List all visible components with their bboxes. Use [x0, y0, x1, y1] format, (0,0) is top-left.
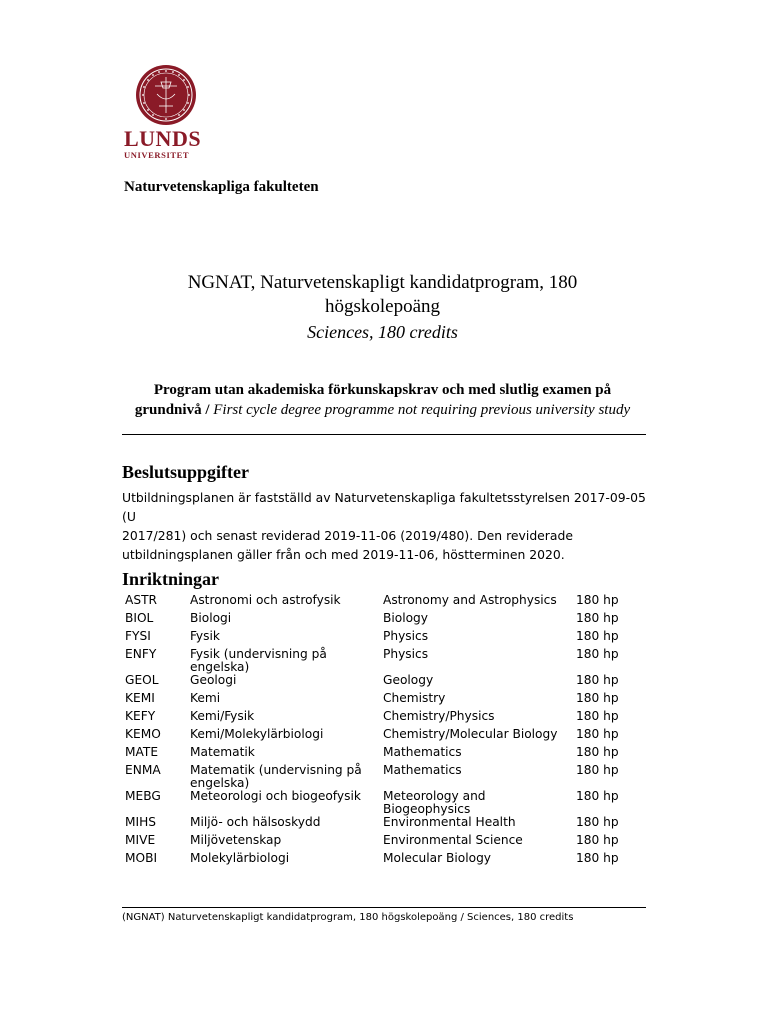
university-seal-icon: [135, 64, 197, 126]
track-name-en: Physics: [383, 647, 429, 661]
track-name-en: Meteorology and Biogeophysics: [383, 789, 486, 816]
program-subtitle: Sciences, 180 credits: [307, 322, 458, 342]
track-name-en: Chemistry/Molecular Biology: [383, 727, 558, 741]
track-code: KEMO: [125, 727, 161, 741]
program-type-sv-line2: grundnivå: [134, 402, 202, 418]
track-name-sv: Fysik: [190, 629, 220, 643]
decision-line2: 2017/281) och senast reviderad 2019-11-06 (2019/480). Den reviderade: [122, 528, 573, 543]
track-code: MIVE: [125, 833, 156, 847]
tracks-table: [122, 594, 636, 870]
decision-line3: utbildningsplanen gäller från och med 2019-11-06, höstterminen 2020.: [122, 547, 565, 562]
table-row: [122, 790, 636, 816]
track-name-en: Geology: [383, 673, 434, 687]
table-row: [122, 674, 636, 692]
track-credits: 180 hp: [576, 763, 619, 777]
track-credits: 180 hp: [576, 593, 619, 607]
program-title-line2: högskolepoäng: [324, 296, 441, 317]
track-name-en: Environmental Science: [383, 833, 523, 847]
table-row: [122, 648, 636, 674]
table-row: [122, 746, 636, 764]
table-row: [122, 710, 636, 728]
table-row: [122, 594, 636, 612]
track-name-en: Environmental Health: [383, 815, 516, 829]
track-name-en: Astronomy and Astrophysics: [383, 593, 557, 607]
track-code: ENMA: [125, 763, 161, 777]
divider-bottom: [122, 907, 646, 908]
table-row: [122, 630, 636, 648]
track-credits: 180 hp: [576, 833, 619, 847]
track-name-sv: Geologi: [190, 673, 237, 687]
faculty-name: Naturvetenskapliga fakulteten: [124, 179, 319, 195]
track-name-en: Chemistry: [383, 691, 446, 705]
track-code: ASTR: [125, 593, 157, 607]
divider-top: [122, 434, 646, 435]
track-credits: 180 hp: [576, 709, 619, 723]
track-name-en: Molecular Biology: [383, 851, 492, 865]
track-code: KEFY: [125, 709, 156, 723]
track-name-sv: Kemi: [190, 691, 221, 705]
track-credits: 180 hp: [576, 647, 619, 661]
table-row: [122, 692, 636, 710]
track-code: GEOL: [125, 673, 159, 687]
decision-heading: Beslutsuppgifter: [122, 462, 250, 482]
track-credits: 180 hp: [576, 789, 619, 803]
track-name-sv: Biologi: [190, 611, 232, 625]
track-credits: 180 hp: [576, 691, 619, 705]
program-title: [120, 271, 645, 319]
track-name-sv: Miljövetenskap: [190, 833, 282, 847]
track-name-sv: Matematik (undervisning på engelska): [190, 763, 362, 790]
table-row: [122, 728, 636, 746]
track-code: FYSI: [125, 629, 151, 643]
track-name-sv: Fysik (undervisning på engelska): [190, 647, 327, 674]
track-name-sv: Kemi/Molekylärbiologi: [190, 727, 324, 741]
decision-text: [122, 488, 652, 564]
track-name-en: Biology: [383, 611, 428, 625]
program-type: [120, 380, 645, 420]
page-footer: (NGNAT) Naturvetenskapligt kandidatprogram, 180 högskolepoäng / Sciences, 180 credits: [122, 912, 574, 923]
track-name-en: Mathematics: [383, 745, 462, 759]
program-type-en: First cycle degree programme not requiring previous university study: [213, 402, 631, 418]
track-credits: 180 hp: [576, 673, 619, 687]
track-credits: 180 hp: [576, 727, 619, 741]
track-code: MIHS: [125, 815, 157, 829]
track-name-en: Physics: [383, 629, 429, 643]
track-credits: 180 hp: [576, 851, 619, 865]
track-code: MOBI: [125, 851, 158, 865]
track-code: ENFY: [125, 647, 157, 661]
tracks-heading: Inriktningar: [122, 569, 220, 589]
track-code: MEBG: [125, 789, 161, 803]
university-logo: [124, 64, 210, 160]
track-credits: 180 hp: [576, 815, 619, 829]
track-name-sv: Matematik: [190, 745, 255, 759]
table-row: [122, 764, 636, 790]
program-title-line1: NGNAT, Naturvetenskapligt kandidatprogram, 180: [187, 272, 578, 293]
program-type-sv-line1: Program utan akademiska förkunskapskrav och med slutlig examen på: [153, 382, 612, 398]
track-name-sv: Meteorologi och biogeofysik: [190, 789, 361, 803]
logo-subtext: UNIVERSITET: [124, 150, 190, 160]
track-code: MATE: [125, 745, 159, 759]
track-name-sv: Astronomi och astrofysik: [190, 593, 341, 607]
table-row: [122, 834, 636, 852]
table-row: [122, 612, 636, 630]
track-name-sv: Kemi/Fysik: [190, 709, 255, 723]
table-row: [122, 852, 636, 870]
track-code: KEMI: [125, 691, 155, 705]
track-name-sv: Miljö- och hälsoskydd: [190, 815, 321, 829]
track-code: BIOL: [125, 611, 154, 625]
logo-wordmark: LUNDS: [124, 126, 202, 151]
track-name-sv: Molekylärbiologi: [190, 851, 290, 865]
decision-line1: Utbildningsplanen är fastställd av Naturvetenskapliga fakultetsstyrelsen 2017-09-05 (U: [122, 490, 646, 524]
track-credits: 180 hp: [576, 611, 619, 625]
track-name-en: Chemistry/Physics: [383, 709, 495, 723]
program-type-separator: /: [201, 402, 214, 418]
table-row: [122, 816, 636, 834]
track-credits: 180 hp: [576, 745, 619, 759]
track-credits: 180 hp: [576, 629, 619, 643]
track-name-en: Mathematics: [383, 763, 462, 777]
